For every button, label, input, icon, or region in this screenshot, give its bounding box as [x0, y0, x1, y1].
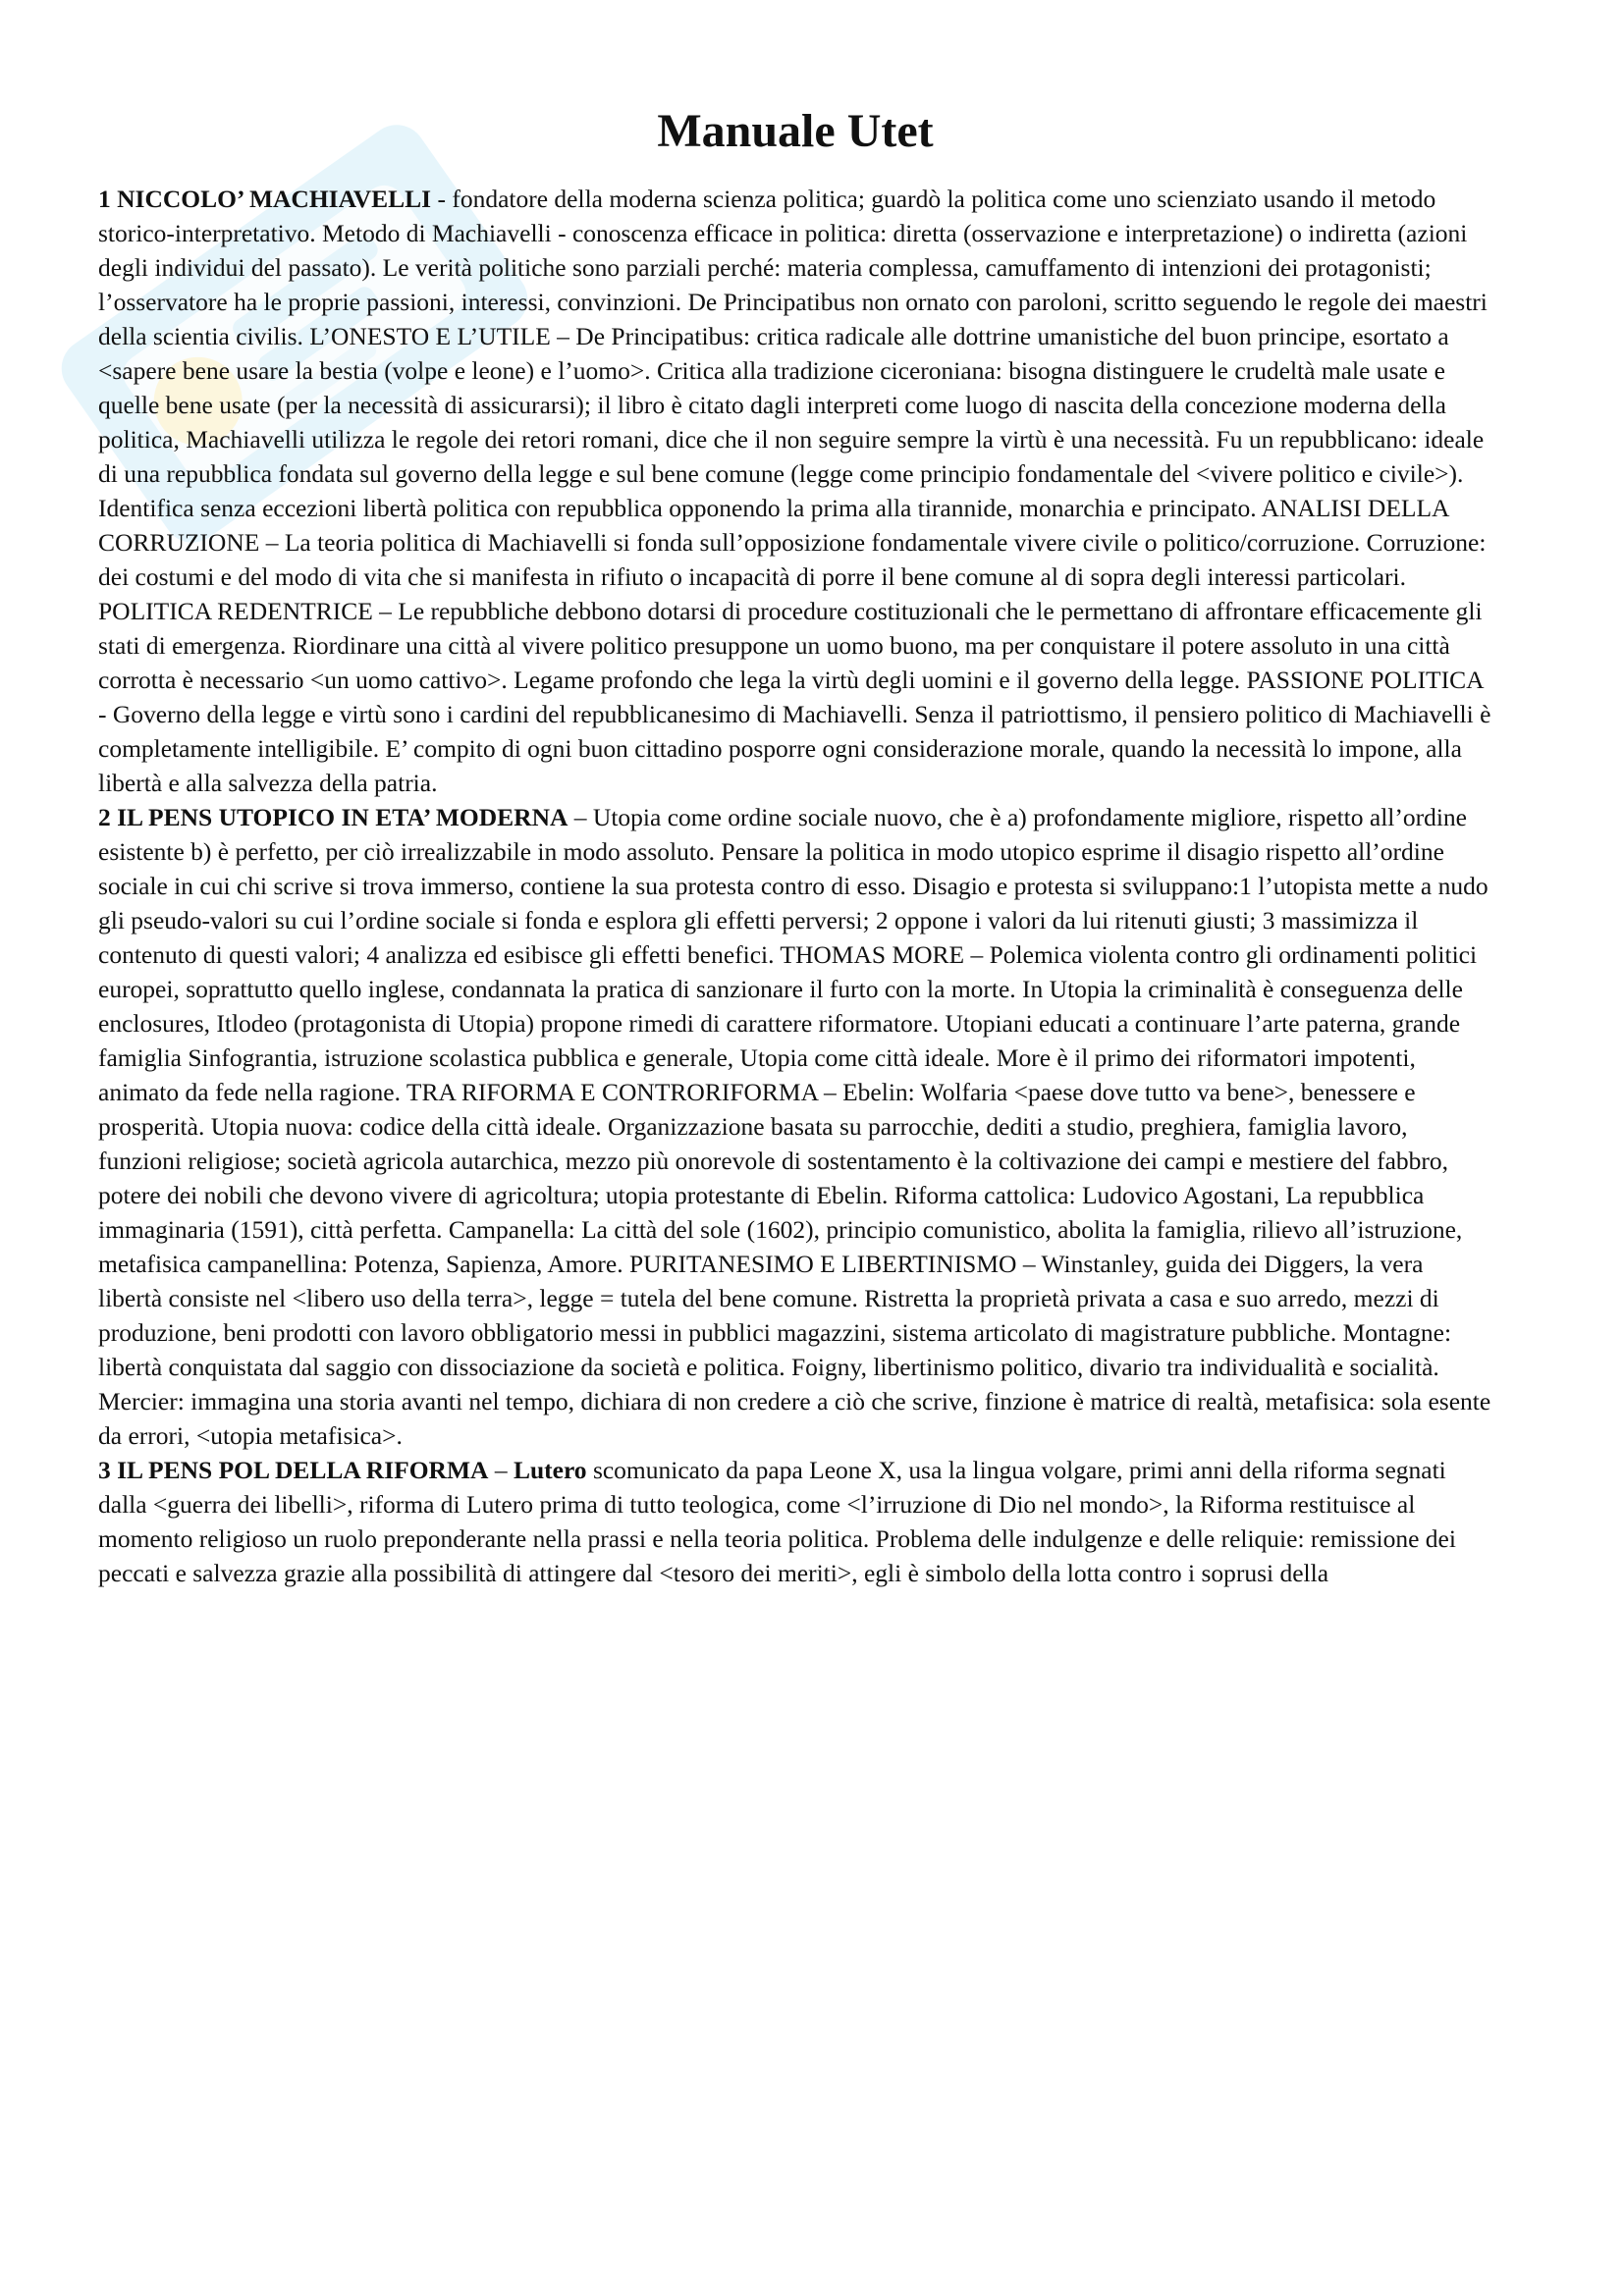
- document-title: Manuale Utet: [657, 105, 934, 157]
- section-utopian-thought: [98, 800, 1492, 1453]
- section-body: - fondatore della moderna scienza politica; guardò la politica come uno scienziato usando il metodo storico-interpretativo. Metodo di Machiavelli - conoscenza efficace in politica: diretta (osservazione e interpretazione) o indiretta (azioni degli individui del passato). Le verità politiche sono parziali perché: materia complessa, camuffamento di intenzioni dei protagonisti; l’osservatore ha le proprie passioni, interessi, convinzioni. De Principatibus non ornato con paroloni, scritto seguendo le regole dei maestri della scientia civilis. L’ONESTO E L’UTILE – De Principatibus: critica radicale alle dottrine umanistiche del buon principe, esortato a <sapere bene usare la bestia (volpe e leone) e l’uomo>. Critica alla tradizione ciceroniana: bisogna distinguere le crudeltà male usate e quelle bene usate (per la necessità di assicurarsi); il libro è citato dagli interpreti come luogo di nascita della concezione moderna della politica, Machiavelli utilizza le regole dei retori romani, dice che il non seguire sempre la virtù è una necessità. Fu un repubblicano: ideale di una repubblica fondata sul governo della legge e sul bene comune (legge come principio fondamentale del <vivere politico e civile>). Identifica senza eccezioni libertà politica con repubblica opponendo la prima alla tirannide, monarchia e principato. ANALISI DELLA CORRUZIONE – La teoria politica di Machiavelli si fonda sull’opposizione fondamentale vivere civile o politico/corruzione. Corruzione: dei costumi e del modo di vita che si manifesta in rifiuto o incapacità di porre il bene comune al di sopra degli interessi particolari. POLITICA REDENTRICE – Le repubbliche debbono dotarsi di procedure costituzionali che le permettano di affrontare efficacemente gli stati di emergenza. Riordinare una città al vivere politico presuppone un uomo buono, ma per conquistare il potere assoluto in una città corrotta è necessario <un uomo cattivo>. Legame profondo che lega la virtù degli uomini e il governo della legge. PASSIONE POLITICA - Governo della legge e virtù sono i cardini del repubblicanesimo di Machiavelli. Senza il patriottismo, il pensiero politico di Machiavelli è completamente intelligibile. E’ compito di ogni buon cittadino posporre ogni considerazione morale, quando la necessità lo impone, alla libertà e alla salvezza della patria.: [98, 184, 1491, 797]
- section-heading: 3 IL PENS POL DELLA RIFORMA: [98, 1455, 489, 1484]
- document-content: [98, 103, 1492, 1590]
- section-heading: 1 NICCOLO’ MACHIAVELLI: [98, 184, 432, 213]
- section-keyword: Lutero: [513, 1455, 587, 1484]
- section-dash: –: [488, 1455, 514, 1484]
- section-body: – Utopia come ordine sociale nuovo, che è a) profondamente migliore, rispetto all’ordine esistente b) è perfetto, per ciò irrealizzabile in modo assoluto. Pensare la politica in modo utopico esprime il disagio rispetto all’ordine sociale in cui chi scrive si trova immerso, contiene la sua protesta contro di esso. Disagio e protesta si sviluppano:1 l’utopista mette a nudo gli pseudo-valori su cui l’ordine sociale si fonda e esplora gli effetti perversi; 2 oppone i valori da lui ritenuti giusti; 3 massimizza il contenuto di questi valori; 4 analizza ed esibisce gli effetti benefici. THOMAS MORE – Polemica violenta contro gli ordinamenti politici europei, soprattutto quello inglese, condannata la pratica di sanzionare il furto con la morte. In Utopia la criminalità è conseguenza delle enclosures, Itlodeo (protagonista di Utopia) propone rimedi di carattere riformatore. Utopiani educati a continuare l’arte paterna, grande famiglia Sinfograntia, istruzione scolastica pubblica e generale, Utopia come città ideale. More è il primo dei riformatori impotenti, animato da fede nella ragione. TRA RIFORMA E CONTRORIFORMA – Ebelin: Wolfaria <paese dove tutto va bene>, benessere e prosperità. Utopia nuova: codice della città ideale. Organizzazione basata su parrocchie, dediti a studio, preghiera, famiglia lavoro, funzioni religiose; società agricola autarchica, mezzo più onorevole di sostentamento è la coltivazione dei campi e mestiere del fabbro, potere dei nobili che devono vivere di agricoltura; utopia protestante di Ebelin. Riforma cattolica: Ludovico Agostani, La repubblica immaginaria (1591), città perfetta. Campanella: La città del sole (1602), principio comunistico, abolita la famiglia, rilievo all’istruzione, metafisica campanellina: Potenza, Sapienza, Amore. PURITANESIMO E LIBERTINISMO – Winstanley, guida dei Diggers, la vera libertà consiste nel <libero uso della terra>, legge = tutela del bene comune. Ristretta la proprietà privata a casa e suo arredo, mezzi di produzione, beni prodotti con lavoro obbligatorio messi in pubblici magazzini, sistema articolato di magistrature pubbliche. Montagne: libertà conquistata dal saggio con dissociazione da società e politica. Foigny, libertinismo politico, divario tra individualità e socialità. Mercier: immagina una storia avanti nel tempo, dichiara di non credere a ciò che scrive, finzione è matrice di realtà, metafisica: sola esente da errori, <utopia metafisica>.: [98, 802, 1491, 1450]
- section-body: scomunicato da papa Leone X, usa la lingua volgare, primi anni della riforma segnati dalla <guerra dei libelli>, riforma di Lutero prima di tutto teologica, come <l’irruzione di Dio nel mondo>, la Riforma restituisce al momento religioso un ruolo preponderante nella prassi e nella teoria politica. Problema delle indulgenze e delle reliquie: remissione dei peccati e salvezza grazie alla possibilità di attingere dal <tesoro dei meriti>, egli è simbolo della lotta contro i soprusi della: [98, 1455, 1456, 1587]
- section-reformation: [98, 1453, 1492, 1590]
- section-heading: 2 IL PENS UTOPICO IN ETA’ MODERNA: [98, 802, 568, 831]
- section-machiavelli: [98, 182, 1492, 800]
